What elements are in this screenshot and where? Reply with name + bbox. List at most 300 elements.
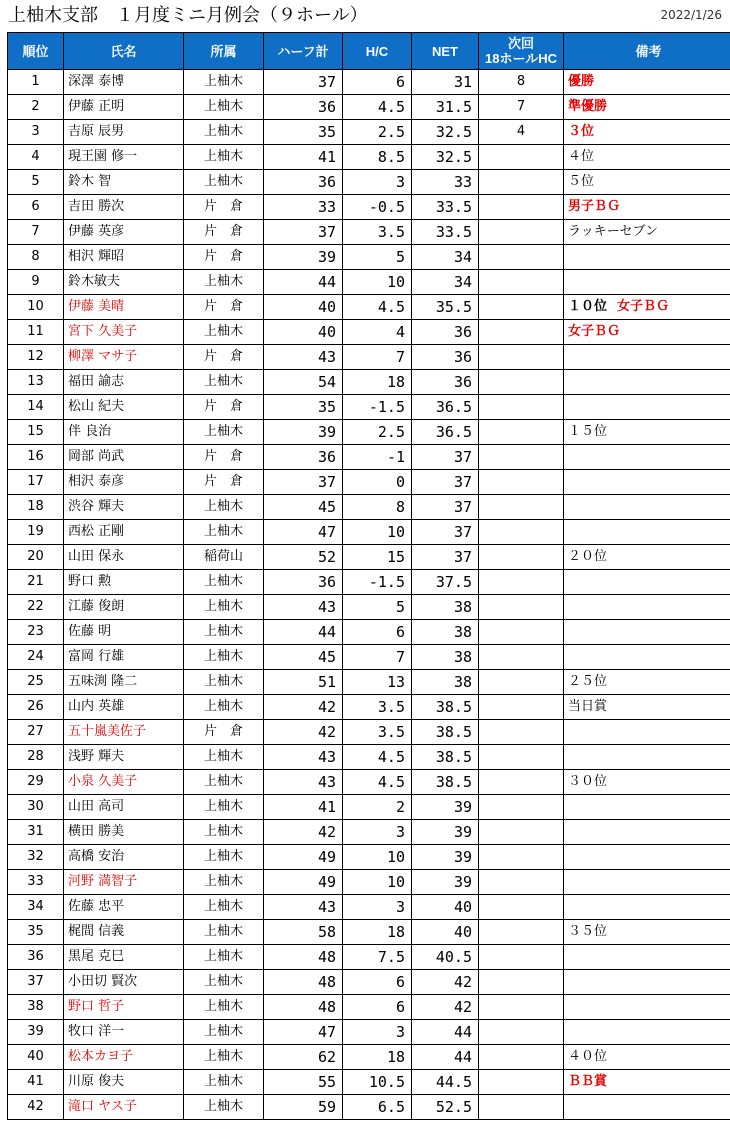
- note-cell: [564, 445, 730, 470]
- note-text: ラッキーセブン: [568, 224, 658, 239]
- rank-cell: 29: [8, 770, 64, 795]
- note-cell: [564, 95, 730, 120]
- page-title: 上柚木支部 １月度ミニ月例会（９ホール）: [8, 5, 368, 26]
- club-cell: 片 倉: [184, 720, 264, 745]
- net-cell: 36: [412, 320, 479, 345]
- next-hc-cell: [479, 145, 564, 170]
- club-cell: 上柚木: [184, 1020, 264, 1045]
- note-cell: [564, 1045, 730, 1070]
- rank-cell: 24: [8, 645, 64, 670]
- note-cell: [564, 645, 730, 670]
- table-header: [8, 33, 730, 70]
- rank-cell: 7: [8, 220, 64, 245]
- net-cell: 37: [412, 470, 479, 495]
- note-cell: [564, 745, 730, 770]
- header-club: 所属: [184, 33, 264, 70]
- half-total-cell: 36: [264, 570, 343, 595]
- note-cell: [564, 1070, 730, 1095]
- name-cell: 相沢 泰彦: [64, 470, 184, 495]
- club-cell: 上柚木: [184, 95, 264, 120]
- note-cell: [564, 420, 730, 445]
- note-cell: [564, 795, 730, 820]
- note-cell: [564, 470, 730, 495]
- rank-cell: 13: [8, 370, 64, 395]
- next-hc-cell: [479, 595, 564, 620]
- table-row: [8, 195, 730, 220]
- note-text: ３位: [568, 124, 595, 139]
- name-cell: 高橋 安治: [64, 845, 184, 870]
- note-text: ＢＢ賞: [568, 1074, 608, 1089]
- half-total-cell: 48: [264, 995, 343, 1020]
- net-cell: 34: [412, 270, 479, 295]
- club-cell: 上柚木: [184, 145, 264, 170]
- rank-cell: 32: [8, 845, 64, 870]
- next-hc-cell: [479, 870, 564, 895]
- rank-cell: 20: [8, 545, 64, 570]
- name-cell: 江藤 俊朗: [64, 595, 184, 620]
- half-total-cell: 43: [264, 595, 343, 620]
- handicap-cell: 2.5: [343, 120, 412, 145]
- half-total-cell: 37: [264, 70, 343, 95]
- name-cell: 相沢 輝昭: [64, 245, 184, 270]
- next-hc-cell: [479, 995, 564, 1020]
- net-cell: 39: [412, 845, 479, 870]
- half-total-cell: 44: [264, 620, 343, 645]
- rank-cell: 8: [8, 245, 64, 270]
- name-cell: 佐藤 明: [64, 620, 184, 645]
- club-cell: 上柚木: [184, 820, 264, 845]
- club-cell: 片 倉: [184, 295, 264, 320]
- note-cell: [564, 595, 730, 620]
- club-cell: 上柚木: [184, 970, 264, 995]
- rank-cell: 15: [8, 420, 64, 445]
- handicap-cell: 13: [343, 670, 412, 695]
- rank-cell: 28: [8, 745, 64, 770]
- note-cell: [564, 270, 730, 295]
- net-cell: 33.5: [412, 195, 479, 220]
- handicap-cell: 5: [343, 245, 412, 270]
- next-hc-cell: [479, 395, 564, 420]
- handicap-cell: 3.5: [343, 220, 412, 245]
- handicap-cell: 0: [343, 470, 412, 495]
- net-cell: 42: [412, 995, 479, 1020]
- note-cell: [564, 970, 730, 995]
- rank-cell: 11: [8, 320, 64, 345]
- next-hc-cell: [479, 370, 564, 395]
- half-total-cell: 36: [264, 95, 343, 120]
- rank-cell: 36: [8, 945, 64, 970]
- next-hc-cell: 8: [479, 70, 564, 95]
- net-cell: 37: [412, 545, 479, 570]
- handicap-cell: 10: [343, 520, 412, 545]
- results-table: [7, 32, 730, 1120]
- club-cell: 上柚木: [184, 870, 264, 895]
- net-cell: 33.5: [412, 220, 479, 245]
- name-cell: 五十嵐美佐子: [64, 720, 184, 745]
- next-hc-cell: [479, 420, 564, 445]
- name-cell: 宮下 久美子: [64, 320, 184, 345]
- header-next-hc: [479, 33, 564, 70]
- rank-cell: 16: [8, 445, 64, 470]
- table-row: [8, 545, 730, 570]
- next-hc-cell: [479, 620, 564, 645]
- net-cell: 35.5: [412, 295, 479, 320]
- net-cell: 37: [412, 445, 479, 470]
- rank-cell: 26: [8, 695, 64, 720]
- half-total-cell: 52: [264, 545, 343, 570]
- handicap-cell: -1: [343, 445, 412, 470]
- table-row: [8, 145, 730, 170]
- handicap-cell: 10: [343, 270, 412, 295]
- note-cell: [564, 295, 730, 320]
- net-cell: 37: [412, 495, 479, 520]
- net-cell: 33: [412, 170, 479, 195]
- rank-cell: 4: [8, 145, 64, 170]
- club-cell: 上柚木: [184, 645, 264, 670]
- half-total-cell: 43: [264, 895, 343, 920]
- name-cell: 吉田 勝次: [64, 195, 184, 220]
- club-cell: 片 倉: [184, 470, 264, 495]
- net-cell: 38: [412, 645, 479, 670]
- rank-cell: 2: [8, 95, 64, 120]
- rank-cell: 25: [8, 670, 64, 695]
- club-cell: 片 倉: [184, 345, 264, 370]
- club-cell: 上柚木: [184, 520, 264, 545]
- next-hc-cell: [479, 795, 564, 820]
- header-half-total: ハーフ計: [264, 33, 343, 70]
- rank-cell: 40: [8, 1045, 64, 1070]
- half-total-cell: 33: [264, 195, 343, 220]
- table-row: [8, 170, 730, 195]
- net-cell: 38: [412, 670, 479, 695]
- rank-cell: 31: [8, 820, 64, 845]
- handicap-cell: 15: [343, 545, 412, 570]
- net-cell: 42: [412, 970, 479, 995]
- half-total-cell: 37: [264, 220, 343, 245]
- half-total-cell: 36: [264, 445, 343, 470]
- rank-cell: 23: [8, 620, 64, 645]
- handicap-cell: 10: [343, 845, 412, 870]
- next-hc-cell: [479, 520, 564, 545]
- next-hc-cell: [479, 920, 564, 945]
- half-total-cell: 36: [264, 170, 343, 195]
- club-cell: 上柚木: [184, 845, 264, 870]
- next-hc-cell: [479, 695, 564, 720]
- club-cell: 上柚木: [184, 695, 264, 720]
- name-cell: 小泉 久美子: [64, 770, 184, 795]
- table-row: [8, 670, 730, 695]
- table-row: [8, 120, 730, 145]
- half-total-cell: 43: [264, 770, 343, 795]
- net-cell: 34: [412, 245, 479, 270]
- note-cell: [564, 345, 730, 370]
- net-cell: 38.5: [412, 720, 479, 745]
- club-cell: 上柚木: [184, 170, 264, 195]
- rank-cell: 17: [8, 470, 64, 495]
- net-cell: 32.5: [412, 145, 479, 170]
- half-total-cell: 41: [264, 145, 343, 170]
- next-hc-cell: [479, 745, 564, 770]
- name-cell: 松山 紀夫: [64, 395, 184, 420]
- club-cell: 片 倉: [184, 195, 264, 220]
- table-row: [8, 270, 730, 295]
- name-cell: 川原 俊夫: [64, 1070, 184, 1095]
- net-cell: 37.5: [412, 570, 479, 595]
- club-cell: 上柚木: [184, 795, 264, 820]
- net-cell: 36: [412, 345, 479, 370]
- name-cell: 吉原 辰男: [64, 120, 184, 145]
- club-cell: 上柚木: [184, 620, 264, 645]
- net-cell: 38: [412, 595, 479, 620]
- next-hc-cell: [479, 470, 564, 495]
- half-total-cell: 44: [264, 270, 343, 295]
- name-cell: 山内 英雄: [64, 695, 184, 720]
- half-total-cell: 47: [264, 520, 343, 545]
- half-total-cell: 51: [264, 670, 343, 695]
- name-cell: 伊藤 英彦: [64, 220, 184, 245]
- note-cell: [564, 395, 730, 420]
- name-cell: 牧口 洋一: [64, 1020, 184, 1045]
- half-total-cell: 45: [264, 645, 343, 670]
- handicap-cell: 3: [343, 895, 412, 920]
- note-cell: [564, 245, 730, 270]
- club-cell: 上柚木: [184, 1095, 264, 1120]
- rank-cell: 10: [8, 295, 64, 320]
- note-cell: [564, 820, 730, 845]
- note-cell: [564, 1095, 730, 1120]
- table-row: [8, 845, 730, 870]
- name-cell: 富岡 行雄: [64, 645, 184, 670]
- half-total-cell: 45: [264, 495, 343, 520]
- net-cell: 39: [412, 820, 479, 845]
- name-cell: 黒尾 克巳: [64, 945, 184, 970]
- table-row: [8, 445, 730, 470]
- table-row: [8, 470, 730, 495]
- table-row: [8, 945, 730, 970]
- club-cell: 上柚木: [184, 495, 264, 520]
- club-cell: 片 倉: [184, 445, 264, 470]
- next-hc-cell: [479, 845, 564, 870]
- note-cell: [564, 545, 730, 570]
- handicap-cell: 6.5: [343, 1095, 412, 1120]
- next-hc-cell: [479, 770, 564, 795]
- note-cell: [564, 620, 730, 645]
- half-total-cell: 55: [264, 1070, 343, 1095]
- table-row: [8, 320, 730, 345]
- next-hc-cell: [479, 320, 564, 345]
- name-cell: 五味渕 隆二: [64, 670, 184, 695]
- name-cell: 伴 良治: [64, 420, 184, 445]
- note-cell: [564, 220, 730, 245]
- club-cell: 上柚木: [184, 420, 264, 445]
- name-cell: 伊藤 正明: [64, 95, 184, 120]
- note-cell: [564, 370, 730, 395]
- half-total-cell: 39: [264, 245, 343, 270]
- club-cell: 上柚木: [184, 995, 264, 1020]
- note-text: 準優勝: [568, 99, 608, 114]
- next-hc-cell: [479, 170, 564, 195]
- table-row: [8, 420, 730, 445]
- note-cell: [564, 145, 730, 170]
- name-cell: 岡部 尚武: [64, 445, 184, 470]
- handicap-cell: 3: [343, 1020, 412, 1045]
- name-cell: 山田 高司: [64, 795, 184, 820]
- name-cell: 河野 満智子: [64, 870, 184, 895]
- note-text: ３５位: [568, 924, 608, 939]
- note-cell: [564, 845, 730, 870]
- rank-cell: 3: [8, 120, 64, 145]
- half-total-cell: 40: [264, 320, 343, 345]
- name-cell: 小田切 賢次: [64, 970, 184, 995]
- handicap-cell: 6: [343, 995, 412, 1020]
- handicap-cell: 4: [343, 320, 412, 345]
- club-cell: 上柚木: [184, 120, 264, 145]
- name-cell: 現王園 修一: [64, 145, 184, 170]
- note-text: 女子ＢＧ: [568, 324, 621, 339]
- note-text: ２０位: [568, 549, 608, 564]
- club-cell: 片 倉: [184, 245, 264, 270]
- table-row: [8, 820, 730, 845]
- note-cell: [564, 770, 730, 795]
- club-cell: 上柚木: [184, 920, 264, 945]
- name-cell: 福田 諭志: [64, 370, 184, 395]
- table-row: [8, 570, 730, 595]
- net-cell: 38.5: [412, 745, 479, 770]
- next-hc-cell: [479, 820, 564, 845]
- table-row: [8, 645, 730, 670]
- note-cell: [564, 495, 730, 520]
- rank-cell: 37: [8, 970, 64, 995]
- header-note: 備考: [564, 33, 730, 70]
- note-cell: [564, 895, 730, 920]
- table-row: [8, 870, 730, 895]
- table-row: [8, 620, 730, 645]
- handicap-cell: 8: [343, 495, 412, 520]
- name-cell: 柳澤 マサ子: [64, 345, 184, 370]
- name-cell: 滝口 ヤス子: [64, 1095, 184, 1120]
- table-row: [8, 895, 730, 920]
- name-cell: 浅野 輝夫: [64, 745, 184, 770]
- rank-cell: 22: [8, 595, 64, 620]
- note-cell: [564, 945, 730, 970]
- note-text: ４位: [568, 149, 595, 164]
- half-total-cell: 41: [264, 795, 343, 820]
- club-cell: 上柚木: [184, 270, 264, 295]
- rank-cell: 30: [8, 795, 64, 820]
- net-cell: 39: [412, 870, 479, 895]
- note-cell: [564, 570, 730, 595]
- net-cell: 36.5: [412, 420, 479, 445]
- header-next-hc-line1: 次回: [507, 36, 534, 51]
- club-cell: 上柚木: [184, 670, 264, 695]
- rank-cell: 5: [8, 170, 64, 195]
- club-cell: 上柚木: [184, 895, 264, 920]
- handicap-cell: 18: [343, 370, 412, 395]
- handicap-cell: 2.5: [343, 420, 412, 445]
- header-handicap: H/C: [343, 33, 412, 70]
- next-hc-cell: [479, 295, 564, 320]
- table-row: [8, 995, 730, 1020]
- next-hc-cell: [479, 970, 564, 995]
- next-hc-cell: [479, 1045, 564, 1070]
- name-cell: 渋谷 輝夫: [64, 495, 184, 520]
- table-row: [8, 695, 730, 720]
- table-row: [8, 520, 730, 545]
- net-cell: 39: [412, 795, 479, 820]
- net-cell: 40: [412, 920, 479, 945]
- net-cell: 36.5: [412, 395, 479, 420]
- next-hc-cell: 7: [479, 95, 564, 120]
- next-hc-cell: 4: [479, 120, 564, 145]
- half-total-cell: 43: [264, 345, 343, 370]
- table-row: [8, 720, 730, 745]
- handicap-cell: 7: [343, 645, 412, 670]
- rank-cell: 1: [8, 70, 64, 95]
- note-text: ３０位: [568, 774, 608, 789]
- note-cell: [564, 320, 730, 345]
- half-total-cell: 48: [264, 945, 343, 970]
- handicap-cell: -1.5: [343, 395, 412, 420]
- net-cell: 44: [412, 1045, 479, 1070]
- next-hc-cell: [479, 645, 564, 670]
- note-cell: [564, 695, 730, 720]
- table-row: [8, 370, 730, 395]
- name-cell: 松本カヨ子: [64, 1045, 184, 1070]
- next-hc-cell: [479, 445, 564, 470]
- note-cell: [564, 670, 730, 695]
- table-row: [8, 595, 730, 620]
- handicap-cell: 6: [343, 70, 412, 95]
- half-total-cell: 35: [264, 395, 343, 420]
- name-cell: 鈴木 智: [64, 170, 184, 195]
- header-rank: 順位: [8, 33, 64, 70]
- note-text: 優勝: [568, 74, 595, 89]
- note-cell: [564, 520, 730, 545]
- next-hc-cell: [479, 545, 564, 570]
- handicap-cell: 18: [343, 1045, 412, 1070]
- half-total-cell: 40: [264, 295, 343, 320]
- next-hc-cell: [479, 495, 564, 520]
- half-total-cell: 42: [264, 695, 343, 720]
- rank-cell: 27: [8, 720, 64, 745]
- header-name: 氏名: [64, 33, 184, 70]
- half-total-cell: 42: [264, 720, 343, 745]
- half-total-cell: 59: [264, 1095, 343, 1120]
- next-hc-cell: [479, 1070, 564, 1095]
- name-cell: 野口 勲: [64, 570, 184, 595]
- handicap-cell: 18: [343, 920, 412, 945]
- handicap-cell: 2: [343, 795, 412, 820]
- handicap-cell: 3.5: [343, 695, 412, 720]
- note-cell: [564, 70, 730, 95]
- name-cell: 野口 哲子: [64, 995, 184, 1020]
- note-cell: [564, 1020, 730, 1045]
- handicap-cell: 10.5: [343, 1070, 412, 1095]
- half-total-cell: 62: [264, 1045, 343, 1070]
- net-cell: 31: [412, 70, 479, 95]
- handicap-cell: -1.5: [343, 570, 412, 595]
- name-cell: 西松 正剛: [64, 520, 184, 545]
- name-cell: 伊藤 美晴: [64, 295, 184, 320]
- rank-cell: 12: [8, 345, 64, 370]
- note-text: ５位: [568, 174, 595, 189]
- table-row: [8, 745, 730, 770]
- rank-cell: 42: [8, 1095, 64, 1120]
- rank-cell: 39: [8, 1020, 64, 1045]
- note-text: 男子ＢＧ: [568, 199, 621, 214]
- header-net: NET: [412, 33, 479, 70]
- next-hc-cell: [479, 220, 564, 245]
